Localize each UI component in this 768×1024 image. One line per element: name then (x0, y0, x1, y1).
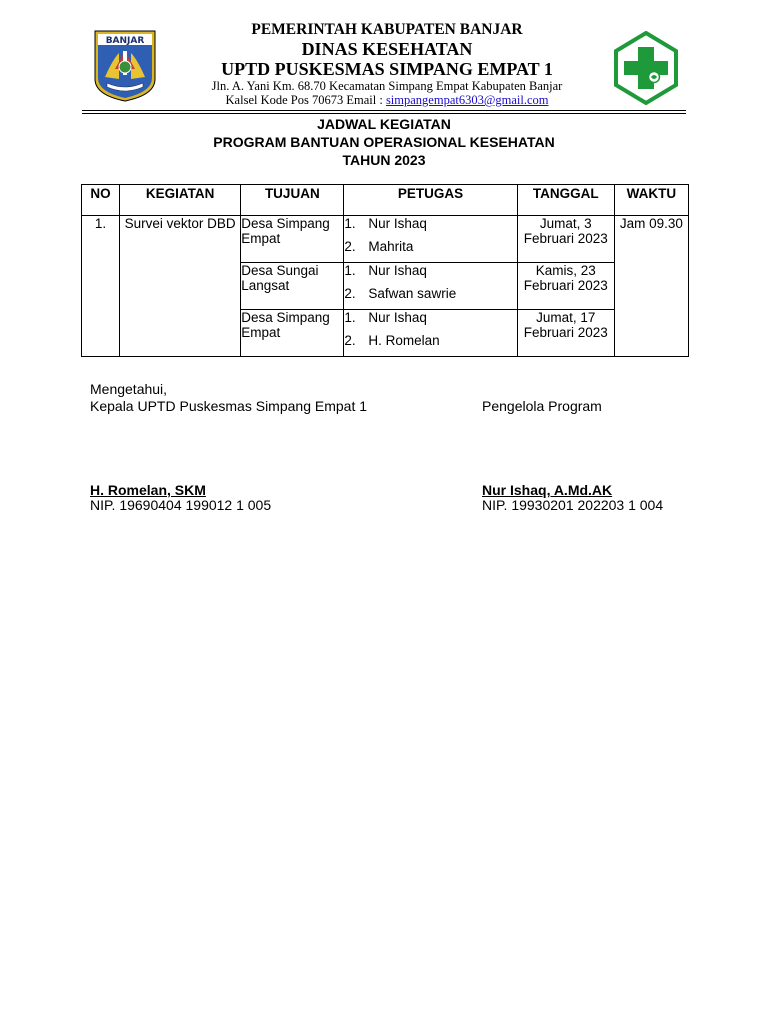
acknowledgement-label: Mengetahui, (90, 381, 168, 397)
petugas-name: Mahrita (368, 239, 414, 254)
petugas-name: Nur Ishaq (368, 263, 427, 278)
manager-nip: NIP. 19930201 202203 1 004 (482, 497, 664, 513)
cell-kegiatan: Survei vektor DBD (120, 216, 241, 357)
petugas-item (344, 333, 516, 356)
emblem-banjar-text: BANJAR (105, 36, 145, 46)
petugas-number: 2. (344, 286, 356, 301)
head-name: H. Romelan, SKM (90, 482, 206, 498)
govt-name: PEMERINTAH KABUPATEN BANJAR (251, 21, 523, 38)
petugas-item (344, 263, 516, 286)
head-role: Kepala UPTD Puskesmas Simpang Empat 1 (90, 398, 368, 414)
cell-waktu: Jam 09.30 (614, 216, 688, 357)
petugas-item (344, 286, 516, 309)
petugas-number: 2. (344, 333, 356, 348)
cell-petugas (344, 263, 517, 310)
postal-text: Kalsel Kode Pos 70673 Email : (225, 93, 386, 107)
cell-petugas (344, 310, 517, 357)
letterhead-rule-thin (82, 113, 686, 114)
unit-name: UPTD PUSKESMAS SIMPANG EMPAT 1 (221, 59, 553, 79)
cell-no: 1. (82, 216, 120, 357)
table-row (82, 216, 689, 263)
petugas-number: 1. (344, 310, 356, 325)
letterhead-rule-thick (82, 110, 686, 111)
year-title: TAHUN 2023 (342, 152, 426, 168)
petugas-number: 1. (344, 216, 356, 231)
petugas-name: Nur Ishaq (368, 310, 427, 325)
banjar-regency-emblem (93, 29, 157, 103)
header-kegiatan: KEGIATAN (120, 185, 241, 216)
email-link[interactable]: simpangempat6303@gmail.com (385, 93, 549, 107)
petugas-name: Nur Ishaq (368, 216, 427, 231)
cell-tujuan: Desa Sungai Langsat (241, 263, 344, 310)
cell-tanggal: Jumat, 17 Februari 2023 (517, 310, 614, 357)
postal-email-line (160, 93, 614, 108)
cell-petugas (344, 216, 517, 263)
petugas-item (344, 310, 516, 333)
petugas-item (344, 216, 516, 239)
header-waktu: WAKTU (614, 185, 688, 216)
header-tanggal: TANGGAL (517, 185, 614, 216)
petugas-number: 1. (344, 263, 356, 278)
office-name: DINAS KESEHATAN (301, 39, 473, 59)
petugas-item (344, 239, 516, 262)
header-petugas: PETUGAS (344, 185, 517, 216)
petugas-name: H. Romelan (368, 333, 440, 348)
address-line: Jln. A. Yani Km. 68.70 Kecamatan Simpang Empat Kabupaten Banjar (211, 79, 563, 93)
head-nip: NIP. 19690404 199012 1 005 (90, 497, 272, 513)
puskesmas-logo (612, 31, 680, 105)
manager-role: Pengelola Program (482, 398, 602, 414)
document-title: JADWAL KEGIATAN (317, 116, 451, 132)
header-no: NO (82, 185, 120, 216)
manager-name: Nur Ishaq, A.Md.AK (482, 482, 613, 498)
cell-tanggal: Jumat, 3 Februari 2023 (517, 216, 614, 263)
table-header-row (82, 185, 689, 216)
cell-tanggal: Kamis, 23 Februari 2023 (517, 263, 614, 310)
petugas-number: 2. (344, 239, 356, 254)
schedule-table (81, 184, 689, 357)
cell-tujuan: Desa Simpang Empat (241, 310, 344, 357)
program-title: PROGRAM BANTUAN OPERASIONAL KESEHATAN (213, 134, 555, 150)
header-tujuan: TUJUAN (241, 185, 344, 216)
petugas-name: Safwan sawrie (368, 286, 457, 301)
cell-tujuan: Desa Simpang Empat (241, 216, 344, 263)
